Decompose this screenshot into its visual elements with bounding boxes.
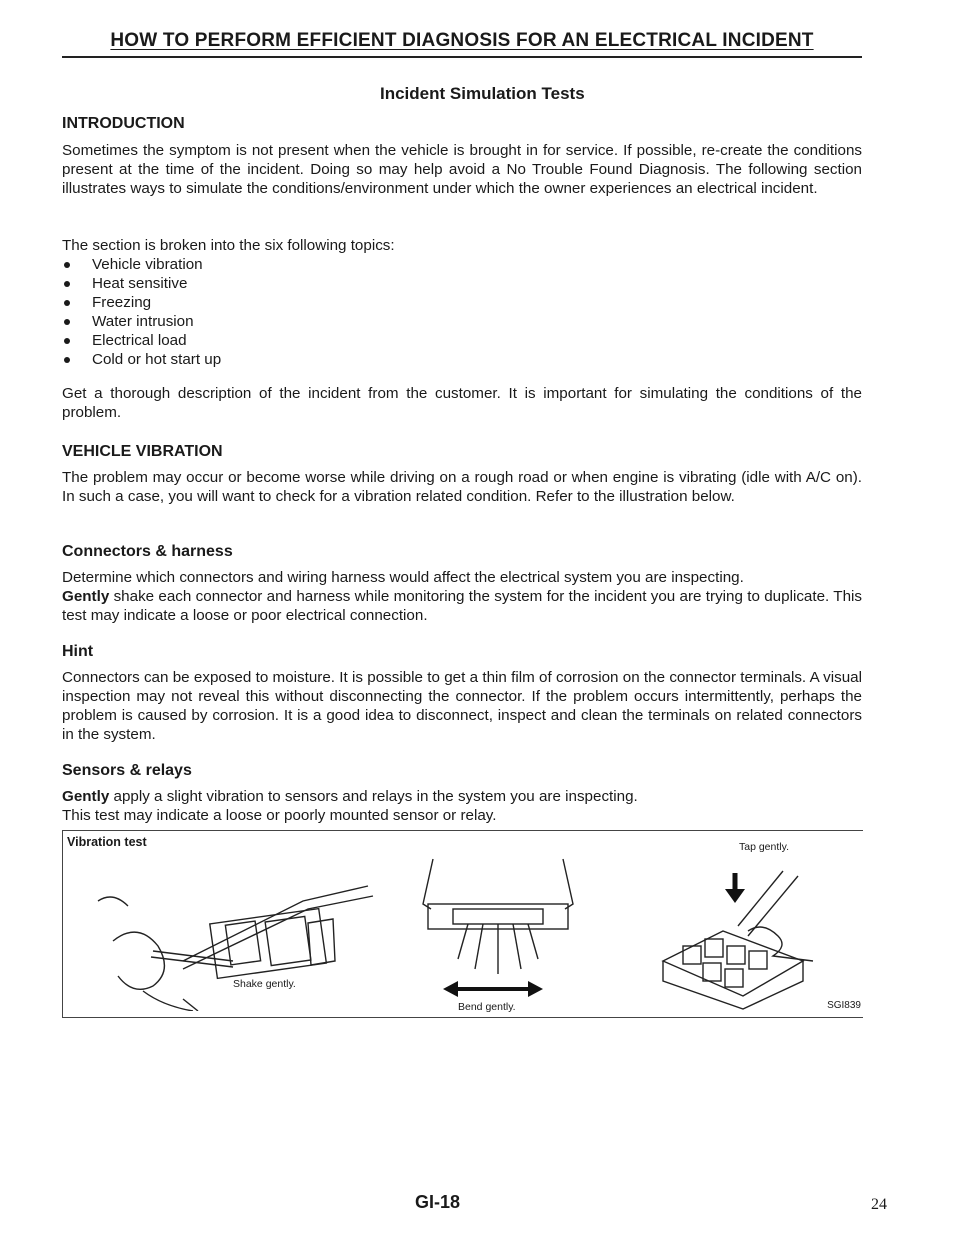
vehicle-vibration-heading: VEHICLE VIBRATION — [62, 443, 223, 460]
vehicle-vibration-paragraph: The problem may occur or become worse while driving on a rough road or when engine is vibrating (idle with A/C on). In such a case, you will want to check for a vibration related condition. Refer to the illustration below. — [62, 469, 862, 505]
page-number: 24 — [871, 1196, 887, 1213]
shake-gently-label: Shake gently. — [233, 978, 296, 990]
list-item: Water intrusion — [62, 312, 221, 331]
topics-list — [62, 255, 221, 369]
page-header-title: HOW TO PERFORM EFFICIENT DIAGNOSIS FOR AN ELECTRICAL INCIDENT — [110, 30, 814, 51]
list-item: Cold or hot start up — [62, 350, 221, 369]
list-item: Electrical load — [62, 331, 221, 350]
figure-code: SGI839 — [827, 1000, 861, 1011]
sensors-paragraph — [62, 787, 862, 825]
bend-gently-label: Bend gently. — [458, 1001, 516, 1013]
relay-tap-illustration — [643, 851, 843, 1011]
sensors-text-end: apply a slight vibration to sensors and relays in the system you are inspecting. — [113, 788, 638, 805]
tap-gently-label: Tap gently. — [739, 841, 790, 853]
hint-heading: Hint — [62, 643, 94, 660]
sensors-bold-word: Gently — [62, 788, 110, 805]
header-rule — [62, 56, 862, 58]
introduction-paragraph-1: Sometimes the symptom is not present when the vehicle is brought in for service. If possible, re-create the conditions present at the time of the incident. Doing so may help avoid a No Trouble Found Diagnosis. The following section illustrates ways to simulate the conditions/environment under which the owner experiences an electrical incident. — [62, 142, 862, 197]
hint-paragraph: Connectors can be exposed to moisture. It is possible to get a thin film of corrosion on the connector terminals. A visual inspection may not reveal this without disconnecting the connector. If the problem occurs intermittently, perhaps the problem is caused by corrosion. It is a good idea to disconnect, inspect and clean the terminals on related connectors in the system. — [62, 669, 862, 743]
sensors-line-2: This test may indicate a loose or poorly mounted sensor or relay. — [62, 807, 497, 824]
figure-title: Vibration test — [67, 835, 147, 849]
page-code: GI-18 — [415, 1192, 461, 1212]
introduction-paragraph-3: Get a thorough description of the incident from the customer. It is important for simulating the conditions of the problem. — [62, 385, 862, 421]
introduction-paragraph-2: The section is broken into the six following topics: — [62, 237, 395, 254]
connectors-heading: Connectors & harness — [62, 543, 233, 560]
list-item: Freezing — [62, 293, 221, 312]
introduction-heading: INTRODUCTION — [62, 115, 185, 132]
connectors-bold-word: Gently — [62, 588, 110, 605]
vibration-test-figure — [62, 830, 863, 1018]
harness-bend-illustration — [413, 849, 583, 999]
connectors-text-start: Determine which connectors and wiring harness would affect the electrical system you are inspecting. — [62, 569, 744, 586]
list-item: Heat sensitive — [62, 274, 221, 293]
list-item: Vehicle vibration — [62, 255, 221, 274]
connectors-text-end: shake each connector and harness while monitoring the system for the incident you are trying to duplicate. This test may indicate a loose or poor electrical connection. — [62, 588, 862, 624]
page-header — [62, 30, 862, 52]
sensors-heading: Sensors & relays — [62, 762, 192, 779]
section-title: Incident Simulation Tests — [380, 84, 585, 103]
connectors-paragraph — [62, 568, 862, 625]
